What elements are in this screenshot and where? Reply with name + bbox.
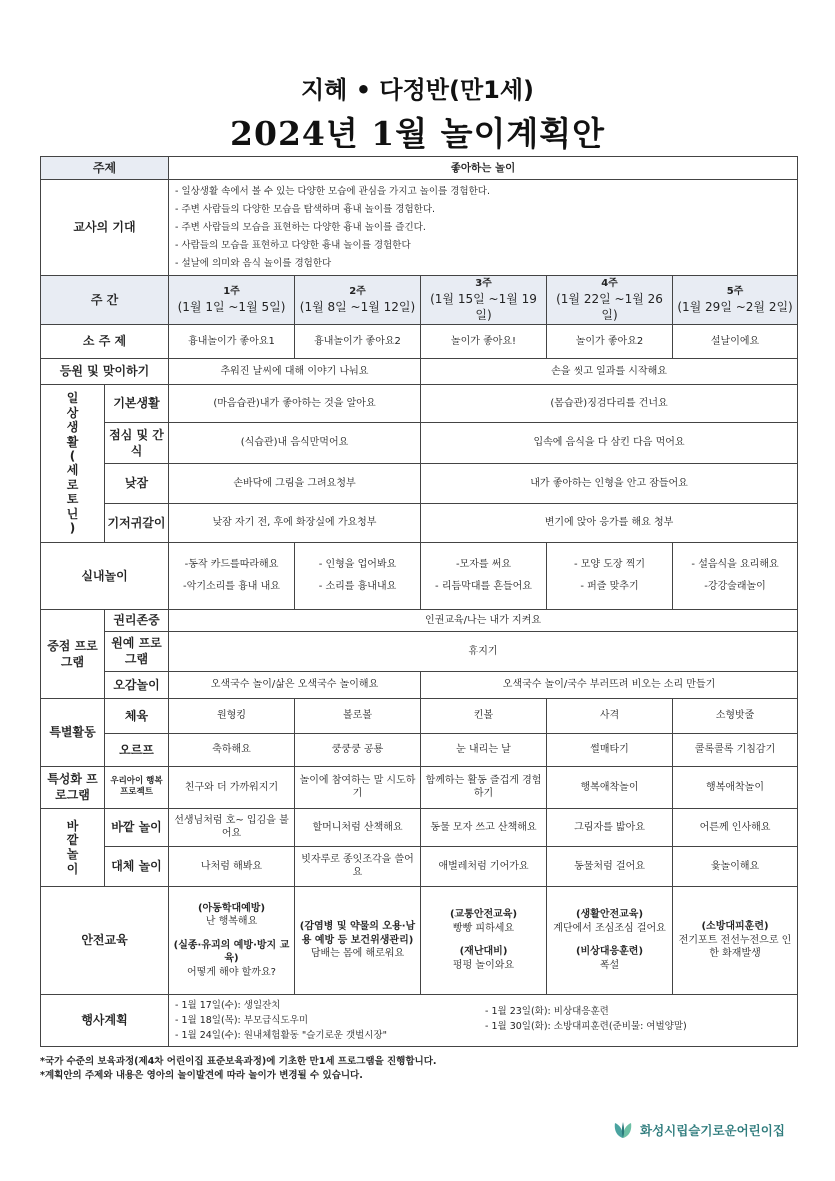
events-row <box>41 994 798 1046</box>
orff-label: 오르프 <box>105 733 169 766</box>
safety-cell: (소방대피훈련) 전기포트 전선누전으로 인한 화재발생 <box>673 886 798 994</box>
rights-label: 권리존중 <box>105 609 169 631</box>
week-1: 1주 (1월 1일 ~1월 5일) <box>169 276 295 325</box>
orff-value: 눈 내리는 날 <box>421 733 547 766</box>
garden-label: 원예 프로그램 <box>105 631 169 671</box>
subtopic-value: 흉내놀이가 좋아요1 <box>169 324 295 358</box>
arrival-label: 등원 및 맞이하기 <box>41 358 169 384</box>
teacher-expectation-label: 교사의 기대 <box>41 180 169 276</box>
pe-value: 원형킹 <box>169 698 295 733</box>
orff-value: 쿵쿵쿵 공룡 <box>295 733 421 766</box>
senses-value-b: 오색국수 놀이/국수 부러뜨려 비오는 소리 만들기 <box>421 671 798 698</box>
senses-value-a: 오색국수 놀이/삶은 오색국수 놀이해요 <box>169 671 421 698</box>
senses-label: 오감놀이 <box>105 671 169 698</box>
subtopic-value: 흉내놀이가 좋아요2 <box>295 324 421 358</box>
theme-value: 좋아하는 놀이 <box>169 157 798 180</box>
footnote: *국가 수준의 보육과정(제4차 어린이집 표준보육과정)에 기초한 만1세 프로그램을 진행합니다. <box>40 1056 437 1067</box>
alt-play-label: 대체 놀이 <box>105 846 169 886</box>
subtopic-value: 놀이가 좋아요2 <box>547 324 673 358</box>
daily-life-value: 손바닥에 그림을 그려요청부 <box>169 463 421 503</box>
theme-label: 주제 <box>41 157 169 180</box>
daily-life-group-label: 일 상 생 활 ( 세 로 토 닌 ) <box>41 384 105 542</box>
safety-cell: (감염병 및 약물의 오용·남용 예방 등 보건위생관리) 담배는 몸에 해로워요 <box>295 886 421 994</box>
orff-value: 축하해요 <box>169 733 295 766</box>
outside-value: 선생님처럼 호~ 입김을 불어요 <box>169 808 295 846</box>
event-item: - 1월 17일(수): 생일잔치 <box>175 999 281 1011</box>
subtopic-value: 설날이에요 <box>673 324 798 358</box>
events-label: 행사계획 <box>41 994 169 1046</box>
weeks-label: 주 간 <box>41 276 169 325</box>
daily-life-value: (몸습관)징검다리를 건너요 <box>421 384 798 422</box>
expectation-line: - 주변 사람들의 다양한 모습을 탐색하며 흉내 놀이를 경험한다. <box>175 203 436 215</box>
safety-label: 안전교육 <box>41 886 169 994</box>
alt-play-value: 빗자루로 종잇조각을 쓸어요 <box>295 846 421 886</box>
daily-life-label: 기본생활 <box>105 384 169 422</box>
daily-life-label: 기저귀갈이 <box>105 503 169 542</box>
outside-value: 그림자를 밟아요 <box>547 808 673 846</box>
daily-life-value: (마음습관)내가 좋아하는 것을 알아요 <box>169 384 421 422</box>
daily-life-value: (식습관)내 음식만먹어요 <box>169 422 421 463</box>
focus-program-group-label: 중점 프로그램 <box>41 609 105 698</box>
outdoor-group-label: 바 깥 놀 이 <box>41 808 105 886</box>
subtopic-row <box>41 324 798 358</box>
week-3: 3주 (1월 15일 ~1월 19일) <box>421 276 547 325</box>
daily-life-row <box>41 422 798 463</box>
arrival-value-a: 추워진 날씨에 대해 이야기 나눠요 <box>169 358 421 384</box>
week-5: 5주 (1월 29일 ~2월 2일) <box>673 276 798 325</box>
expectation-line: - 사람들의 모습을 표현하고 다양한 흉내 놀이를 경험한다 <box>175 239 411 251</box>
daily-life-value: 내가 좋아하는 인형을 안고 잠들어요 <box>421 463 798 503</box>
week-2: 2주 (1월 8일 ~1월 12일) <box>295 276 421 325</box>
pe-value: 소형밧줄 <box>673 698 798 733</box>
special-group-label: 특별활동 <box>41 698 105 766</box>
alt-play-value: 윷놀이해요 <box>673 846 798 886</box>
daily-life-value: 낮잠 자기 전, 후에 화장실에 가요청부 <box>169 503 421 542</box>
outside-value: 동물 모자 쓰고 산책해요 <box>421 808 547 846</box>
indoor-play-cell: - 모양 도장 찍기 - 퍼즐 맞추기 <box>547 542 673 609</box>
event-item: - 1월 24일(수): 원내체험활동 "슬기로운 갯벌시장" <box>175 1029 388 1041</box>
characteristic-row <box>41 766 798 808</box>
subtopic-label: 소 주 제 <box>41 324 169 358</box>
safety-cell: (생활안전교육) 계단에서 조심조심 걸어요 (비상대응훈련) 폭설 <box>547 886 673 994</box>
events-list <box>169 994 798 1046</box>
indoor-play-cell: -모자를 써요 - 리듬막대를 흔들어요 <box>421 542 547 609</box>
theme-row <box>41 157 798 180</box>
play-plan-table <box>40 156 798 1047</box>
safety-cell: (아동학대예방) 난 행복해요 (실종·유괴의 예방·방지 교육) 어떻게 해야 할까요? <box>169 886 295 994</box>
indoor-play-label: 실내놀이 <box>41 542 169 609</box>
characteristic-group-label: 특성화 프로그램 <box>41 766 105 808</box>
daily-life-label: 낮잠 <box>105 463 169 503</box>
daily-life-value: 변기에 앉아 응가를 해요 청부 <box>421 503 798 542</box>
special-row <box>41 733 798 766</box>
indoor-play-cell: - 인형을 업어봐요 - 소리를 흉내내요 <box>295 542 421 609</box>
garden-value: 휴지기 <box>169 631 798 671</box>
event-item: - 1월 23일(화): 비상대응훈련 <box>485 1005 609 1017</box>
subtopic-value: 놀이가 좋아요! <box>421 324 547 358</box>
outside-label: 바깥 놀이 <box>105 808 169 846</box>
indoor-play-cell: - 설음식을 요리해요 -강강술래놀이 <box>673 542 798 609</box>
alt-play-value: 나처럼 해봐요 <box>169 846 295 886</box>
outdoor-row <box>41 808 798 846</box>
orff-value: 썰매타기 <box>547 733 673 766</box>
logo-name: 화성시립슬기로운어린이집 <box>640 1123 785 1138</box>
rights-value: 인권교육/나는 내가 지켜요 <box>169 609 798 631</box>
pe-value: 킨볼 <box>421 698 547 733</box>
focus-program-row <box>41 631 798 671</box>
event-item: - 1월 18일(목): 부모급식도우미 <box>175 1014 309 1026</box>
alt-play-value: 동물처럼 걸어요 <box>547 846 673 886</box>
alt-play-value: 애벌레처럼 기어가요 <box>421 846 547 886</box>
expectation-line: - 주변 사람들의 모습을 표현하는 다양한 흉내 놀이를 즐긴다. <box>175 221 426 233</box>
teacher-expectation-row <box>41 180 798 276</box>
expectation-line: - 설날에 의미와 음식 놀이를 경험한다 <box>175 257 332 269</box>
pe-value: 볼로볼 <box>295 698 421 733</box>
leaf-logo-icon <box>612 1120 634 1140</box>
outside-value: 할머니처럼 산책해요 <box>295 808 421 846</box>
characteristic-sub-label: 우리아이 행복 프로젝트 <box>105 766 169 808</box>
plan-title: 2024년 1월 놀이계획안 <box>230 114 605 153</box>
characteristic-value: 친구와 더 가까워지기 <box>169 766 295 808</box>
indoor-play-cell: -동작 카드를따라해요 -악기소리를 흉내 내요 <box>169 542 295 609</box>
safety-row <box>41 886 798 994</box>
pe-value: 사격 <box>547 698 673 733</box>
teacher-expectation-list <box>169 180 798 276</box>
arrival-value-b: 손을 씻고 일과를 시작해요 <box>421 358 798 384</box>
pe-label: 체육 <box>105 698 169 733</box>
orff-value: 콜록콜록 기침감기 <box>673 733 798 766</box>
footnotes <box>40 1055 437 1083</box>
daily-life-row <box>41 503 798 542</box>
characteristic-value: 행복애착놀이 <box>547 766 673 808</box>
weeks-row <box>41 276 798 325</box>
focus-program-row <box>41 671 798 698</box>
week-4: 4주 (1월 22일 ~1월 26일) <box>547 276 673 325</box>
focus-program-row <box>41 609 798 631</box>
outdoor-row <box>41 846 798 886</box>
safety-cell: (교통안전교육) 빵빵 피하세요 (재난대비) 펑펑 놀이와요 <box>421 886 547 994</box>
characteristic-value: 놀이에 참여하는 말 시도하기 <box>295 766 421 808</box>
arrival-row <box>41 358 798 384</box>
indoor-play-row <box>41 542 798 609</box>
footnote: *계획안의 주제와 내용은 영아의 놀이발견에 따라 놀이가 변경될 수 있습니다. <box>40 1070 363 1081</box>
daily-life-row <box>41 384 798 422</box>
special-row <box>41 698 798 733</box>
daily-life-value: 입속에 음식을 다 삼킨 다음 먹어요 <box>421 422 798 463</box>
outside-value: 어른께 인사해요 <box>673 808 798 846</box>
characteristic-value: 행복애착놀이 <box>673 766 798 808</box>
event-item: - 1월 30일(화): 소방대피훈련(준비물: 여벌양말) <box>485 1020 687 1032</box>
daily-life-row <box>41 463 798 503</box>
class-title: 지혜 • 다정반(만1세) <box>301 76 534 104</box>
expectation-line: - 일상생활 속에서 볼 수 있는 다양한 모습에 관심을 가지고 놀이를 경험한다. <box>175 185 490 197</box>
characteristic-value: 함께하는 활동 즐겁게 경험하기 <box>421 766 547 808</box>
kindergarten-logo <box>612 1120 785 1140</box>
daily-life-label: 점심 및 간식 <box>105 422 169 463</box>
